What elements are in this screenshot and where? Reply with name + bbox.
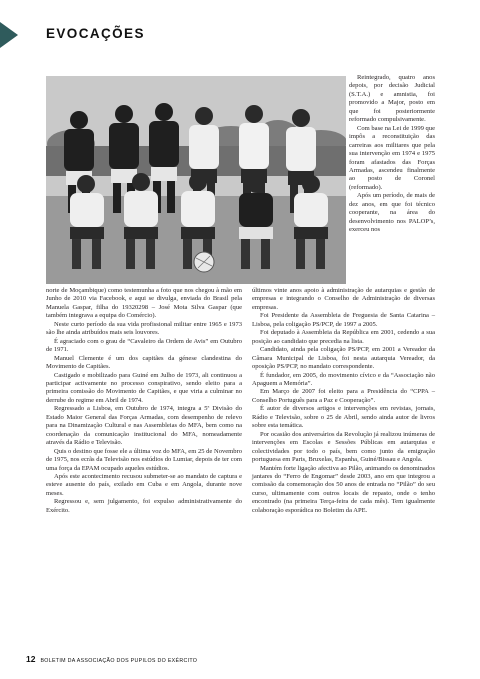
- paragraph: Manuel Clemente é um dos capitães da génese clandestina do Movimento de Capitães.: [46, 354, 242, 371]
- page-number: 12: [26, 654, 36, 664]
- paragraph: Regressou e, sem julgamento, foi expulso administrativamente do Exército.: [46, 498, 242, 514]
- paragraph: últimos vinte anos apoio à administração de autarquias e gestão de empresas e integrando o Conselho de Administração de diversas empresas.: [252, 287, 435, 311]
- paragraph: Após um período, de mais de dez anos, em que foi técnico cooperante, na área do desenvolvimento nos PALOP’s, exerceu nos: [349, 192, 435, 234]
- article-column-left: [46, 287, 242, 515]
- article-column-right: [252, 287, 435, 515]
- page-footer: [26, 654, 197, 664]
- article-column-right-top: [349, 74, 435, 235]
- paragraph: norte de Moçambique) como testemunha a foto que nos chegou à mão em Junho de 2010 via Facebook, e aqui se divulga, enviada do Brasil pela Manuela Gaspar, filha do 19320298 – José Mota Silva Gaspar (que também integrava a equipa do Comércio).: [46, 287, 242, 320]
- paragraph: Com base na Lei de 1999 que impôs a reconstituição das carreiras aos militares que pela sua intervenção em 1974 e 1975 foram afastados das Forças Armadas, ascendeu finalmente ao posto de Coronel (reformado).: [349, 124, 435, 191]
- section-marker-icon: [0, 22, 18, 48]
- paragraph: Por ocasião dos aniversários da Revolução já realizou inúmeras de intervenções em Escolas e Sessões Públicas em autarquias e colectividades por todo o país, bem como junto da emigração portuguesa em Paris, Bruxelas, Espanha, Guiné/Bissau e Angola.: [252, 430, 435, 464]
- paragraph: É agraciado com o grau de “Cavaleiro da Ordem de Avis” em Outubro de 1971.: [46, 337, 242, 354]
- paragraph: Reintegrado, quatro anos depois, por decisão Judicial (S.T.A.) e amnistia, foi promovido a Major, posto em que foi posteriormente reformado compulsivamente.: [349, 74, 435, 124]
- paragraph: Mantém forte ligação afectiva ao Pilão, animando os denominados jantares do “Ferro de Engomar” desde 2003, ano em que integrou a comissão da comemoração dos 50 anos de entrada no “Pilão” do seu curso, ultimamente com outros locais de repasto, onde o tenho encontrado (na primeira Terça-feira de cada mês). Tem igualmente colaboração esporádica no Boletim da APE.: [252, 464, 435, 514]
- paragraph: É autor de diversos artigos e intervenções em revistas, jornais, Rádio e Televisão, sobre o 25 de Abril, sendo ainda autor de livros sobre esta temática.: [252, 405, 435, 430]
- team-photo: [46, 76, 346, 284]
- paragraph: Foi Presidente da Assembleia de Freguesia de Santa Catarina – Lisboa, pela coligação PS/PCP, de 1997 a 2005.: [252, 312, 435, 328]
- paragraph: Após este acontecimento recusou submeter-se ao mandato de captura e esteve ausente do país, exilado em Cuba e em Angola, durante nove meses.: [46, 472, 242, 497]
- paragraph: Neste curto período da sua vida profissional militar entre 1965 e 1973 são lhe ainda atribuídos mais seis louvores.: [46, 320, 242, 337]
- paragraph: Castigado e mobilizado para Guiné em Julho de 1973, ali continuou a participar activamente no processo conspirativo, sendo eleito para a primeira comissão do Movimento de Capitães, e que viria a culminar no derrube do regime em Abril de 1974.: [46, 371, 242, 404]
- publication-name: BOLETIM DA ASSOCIAÇÃO DOS PUPILOS DO EXÉRCITO: [40, 658, 198, 664]
- paragraph: Candidato, ainda pela coligação PS/PCP, em 2001 a Vereador da Câmara Municipal de Lisboa, foi nesta autarquia Vereador, da oposição PS/PCP, no mandato correspondente.: [252, 346, 435, 371]
- section-title: EVOCAÇÕES: [46, 26, 145, 41]
- paragraph: É fundador, em 2005, do movimento cívico e da “Associação não Apaguem a Memória”.: [252, 371, 435, 387]
- paragraph: Regressado a Lisboa, em Outubro de 1974, integra a 5ª Divisão do Estado Maior General das Forças Armadas, com desempenho de relevo para na Dinamização Cultural e nas Assembleias do MFA, bem como na coordenação da comunicação institucional do MFA, nomeadamente através da Rádio e Televisão.: [46, 405, 242, 447]
- paragraph: Em Março de 2007 foi eleito para a Presidência do “CPPA – Conselho Português para a Paz e Cooperação”.: [252, 388, 435, 404]
- paragraph: Quis o destino que fosse ele a última voz do MFA, em 25 de Novembro de 1975, nos ecrãs da Televisão nos estúdios do Lumiar, depois de ter com uma força da EPAM ocupado aqueles estúdios.: [46, 447, 242, 472]
- paragraph: Foi deputado à Assembleia da República em 2001, cedendo a sua posição ao candidato que precedia na lista.: [252, 329, 435, 345]
